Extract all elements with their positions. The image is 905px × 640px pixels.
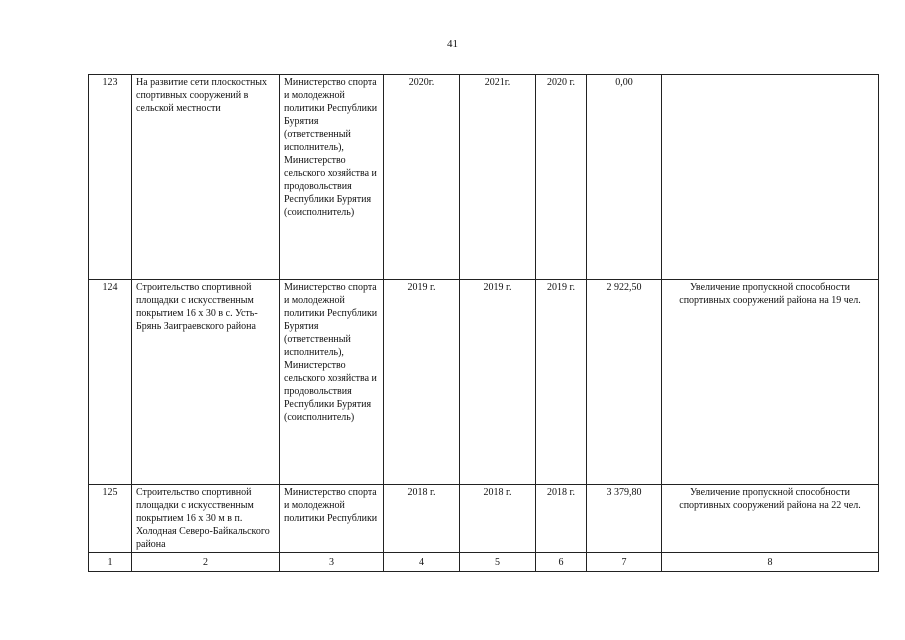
executor: Министерство спорта и молодежной политики Республики	[280, 485, 384, 553]
start-date: 2019 г.	[384, 280, 460, 485]
amount: 2 922,50	[587, 280, 662, 485]
column-number: 6	[536, 553, 587, 572]
expected-result	[662, 75, 879, 280]
table-row	[89, 485, 879, 553]
row-number: 125	[89, 485, 132, 553]
executor: Министерство спорта и молодежной политики Республики Бурятия (ответственный исполнитель), Министерство сельского хозяйства и продовольствия Республики Бурятия (соисполнитель)	[280, 75, 384, 280]
column-number-row	[89, 553, 879, 572]
column-number: 1	[89, 553, 132, 572]
expected-result: Увеличение пропускной способности спортивных сооружений района на 19 чел.	[662, 280, 879, 485]
table-row	[89, 280, 879, 485]
amount: 0,00	[587, 75, 662, 280]
column-number: 7	[587, 553, 662, 572]
event-name: Строительство спортивной площадки с искусственным покрытием 16 х 30 м в п. Холодная Северо-Байкальского района	[132, 485, 280, 553]
start-date: 2018 г.	[384, 485, 460, 553]
executor: Министерство спорта и молодежной политики Республики Бурятия (ответственный исполнитель), Министерство сельского хозяйства и продовольствия Республики Бурятия (соисполнитель)	[280, 280, 384, 485]
end-date: 2021г.	[460, 75, 536, 280]
column-number: 4	[384, 553, 460, 572]
finance-year: 2020 г.	[536, 75, 587, 280]
finance-year: 2019 г.	[536, 280, 587, 485]
column-number: 3	[280, 553, 384, 572]
start-date: 2020г.	[384, 75, 460, 280]
event-name: На развитие сети плоскостных спортивных сооружений в сельской местности	[132, 75, 280, 280]
end-date: 2018 г.	[460, 485, 536, 553]
table-row	[89, 75, 879, 280]
row-number: 123	[89, 75, 132, 280]
expected-result: Увеличение пропускной способности спортивных сооружений района на 22 чел.	[662, 485, 879, 553]
program-table	[88, 74, 879, 572]
finance-year: 2018 г.	[536, 485, 587, 553]
amount: 3 379,80	[587, 485, 662, 553]
event-name: Строительство спортивной площадки с искусственным покрытием 16 х 30 в с. Усть-Брянь Заиграевского района	[132, 280, 280, 485]
row-number: 124	[89, 280, 132, 485]
page-number: 41	[447, 38, 458, 50]
column-number: 8	[662, 553, 879, 572]
column-number: 5	[460, 553, 536, 572]
end-date: 2019 г.	[460, 280, 536, 485]
column-number: 2	[132, 553, 280, 572]
